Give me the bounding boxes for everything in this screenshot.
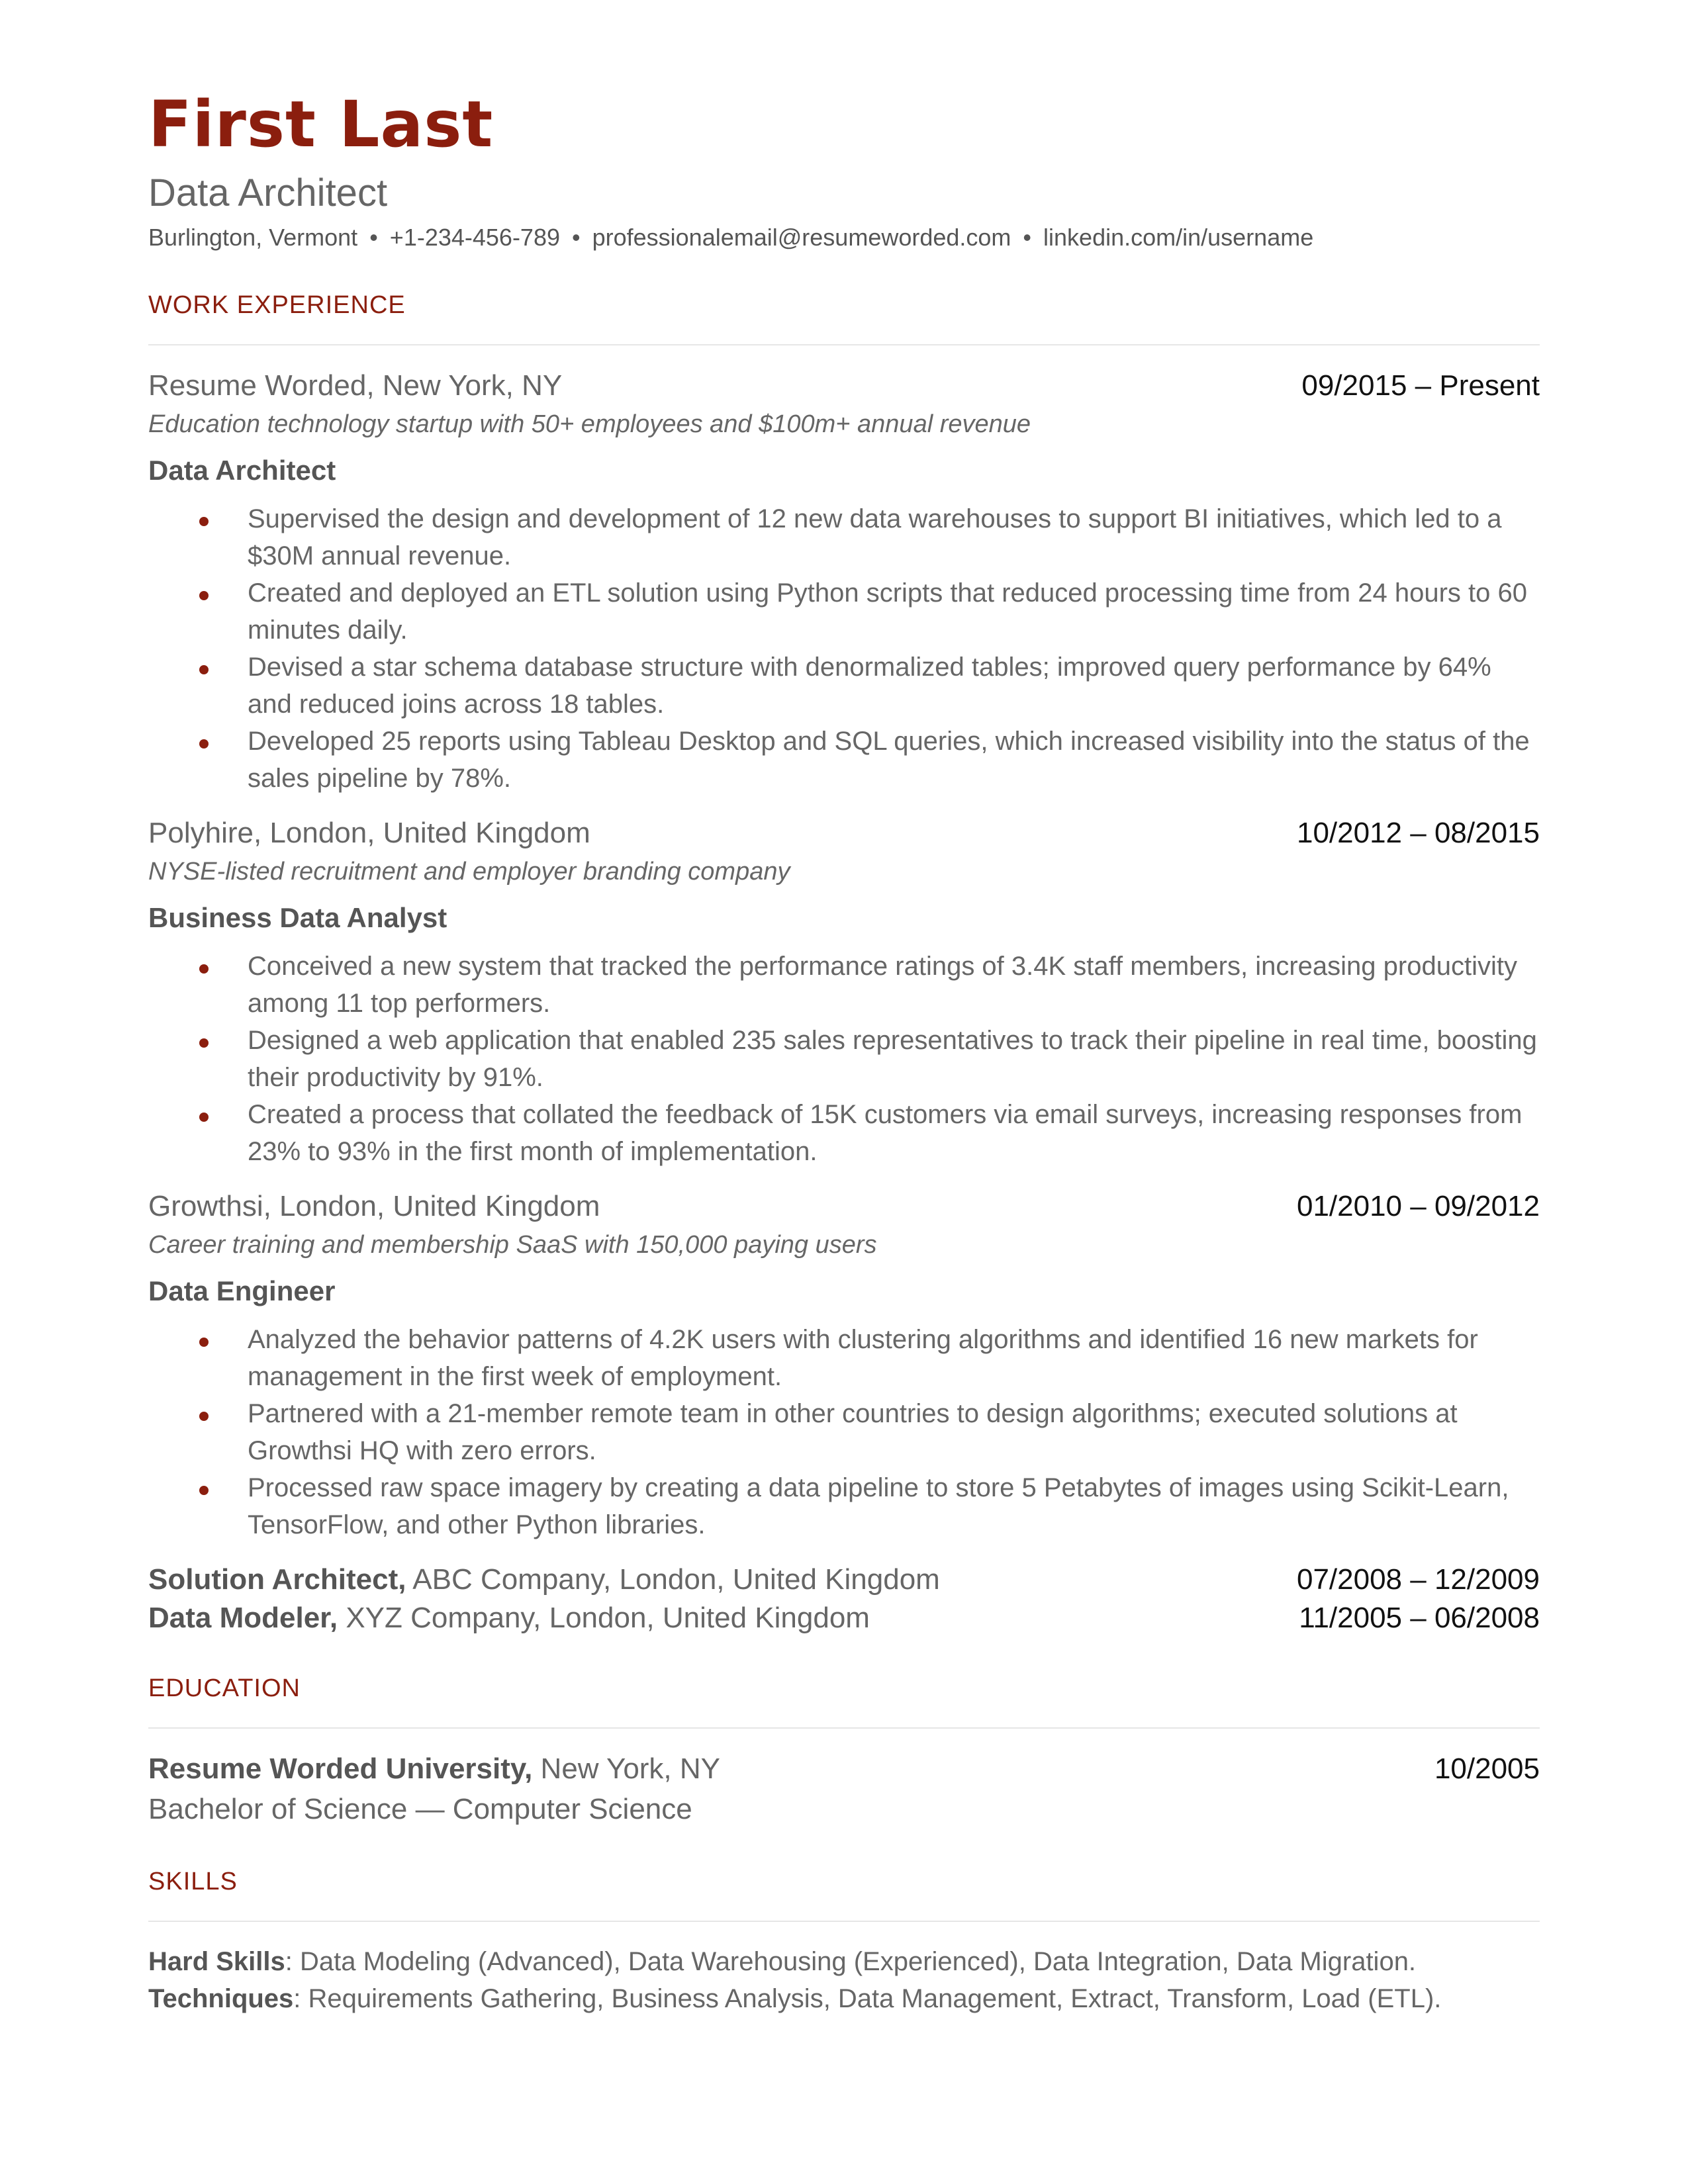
contact-location: Burlington, Vermont [148,224,358,251]
skills-text: : Requirements Gathering, Business Analysis, Data Management, Extract, Transform, Load (ETL). [293,1984,1442,2013]
bullet-dot-icon [199,739,209,749]
candidate-title: Data Architect [148,171,388,214]
bullet-item [148,1022,1540,1096]
bullet-dot-icon [199,1412,209,1421]
bullet-dot-icon [199,517,209,526]
contact-line [148,221,1540,254]
job-entry [148,814,1540,1170]
bullet-text: Analyzed the behavior patterns of 4.2K users with clustering algorithms and identified 16 new markets for management in the first week of employment. [248,1325,1478,1391]
bullet-item [148,1096,1540,1170]
education-entry [148,1750,1540,1831]
bullet-text: Processed raw space imagery by creating a data pipeline to store 5 Petabytes of images using Scikit-Learn, TensorFlow, and other Python libraries. [248,1473,1509,1539]
candidate-name: First Last [148,87,494,161]
bullet-dot-icon [199,1113,209,1122]
bullet-text: Created a process that collated the feedback of 15K customers via email surveys, increasing responses from 23% to 93% in the first month of implementation. [248,1100,1523,1166]
job-company-description: Career training and membership SaaS with 150,000 paying users [148,1231,877,1259]
short-job-list [148,1561,1540,1637]
bullet-dot-icon [199,591,209,600]
job-entry [148,367,1540,797]
skills-text: : Data Modeling (Advanced), Data Warehousing (Experienced), Data Integration, Data Migration. [285,1947,1417,1976]
job-dates: 01/2010 – 09/2012 [1296,1190,1540,1222]
job-role: Data Architect [148,455,336,486]
bullet-item [148,1469,1540,1543]
section-header-skills: SKILLS [148,1868,238,1895]
job-company-description: Education technology startup with 50+ employees and $100m+ annual revenue [148,410,1031,438]
job-role: Business Data Analyst [148,902,447,933]
job-dates: 09/2015 – Present [1301,369,1540,402]
bullet-item [148,574,1540,649]
bullet-dot-icon [199,964,209,974]
short-job-entry [148,1599,1540,1637]
bullet-dot-icon [199,1338,209,1347]
job-entry [148,1187,1540,1543]
job-company: Polyhire, London, United Kingdom [148,817,590,849]
job-company-description: NYSE-listed recruitment and employer branding company [148,858,790,886]
education-location: New York, NY [532,1752,721,1785]
bullet-text: Created and deployed an ETL solution using Python scripts that reduced processing time from 24 hours to 60 minutes daily. [248,578,1527,645]
short-job-title [148,1561,940,1599]
job-header [148,367,1540,405]
bullet-text: Supervised the design and development of 12 new data warehouses to support BI initiatives, which led to a $30M annual revenue. [248,504,1502,570]
section-divider [148,1727,1540,1729]
section-divider [148,1921,1540,1922]
job-bullets [148,500,1540,797]
short-job-title [148,1599,870,1637]
job-header [148,814,1540,852]
education-degree: Bachelor of Science — Computer Science [148,1793,692,1825]
bullet-dot-icon [199,1038,209,1048]
short-job-entry [148,1561,1540,1599]
job-company: Resume Worded, New York, NY [148,369,563,402]
contact-linkedin: linkedin.com/in/username [1043,224,1314,251]
bullet-dot-icon [199,1486,209,1495]
short-job-dates: 07/2008 – 12/2009 [1296,1563,1540,1596]
skills-techniques [148,1980,1540,2017]
skills-label: Hard Skills [148,1947,285,1976]
bullet-item [148,948,1540,1022]
job-header [148,1187,1540,1226]
job-company: Growthsi, London, United Kingdom [148,1190,600,1222]
resume-page [148,85,1540,2017]
short-job-company: ABC Company, London, United Kingdom [406,1563,940,1596]
contact-separator: • [369,224,378,251]
bullet-text: Designed a web application that enabled 235 sales representatives to track their pipeline in real time, boosting their productivity by 91%. [248,1026,1537,1092]
bullet-item [148,1321,1540,1395]
section-header-education: EDUCATION [148,1674,301,1702]
bullet-text: Partnered with a 21-member remote team in other countries to design algorithms; executed solutions at Growthsi HQ with zero errors. [248,1399,1458,1465]
education-school: Resume Worded University, [148,1752,533,1785]
contact-separator: • [572,224,581,251]
job-bullets [148,948,1540,1170]
short-job-role: Solution Architect, [148,1563,406,1596]
education-school-line [148,1750,720,1788]
short-job-company: XYZ Company, London, United Kingdom [338,1602,870,1634]
bullet-item [148,723,1540,797]
education-date: 10/2005 [1434,1752,1540,1785]
skills-label: Techniques [148,1984,294,2013]
section-divider [148,344,1540,345]
bullet-text: Conceived a new system that tracked the performance ratings of 3.4K staff members, increasing productivity among 11 top performers. [248,952,1517,1018]
contact-phone: +1-234-456-789 [389,224,560,251]
job-dates: 10/2012 – 08/2015 [1296,817,1540,849]
bullet-text: Developed 25 reports using Tableau Desktop and SQL queries, which increased visibility into the status of the sales pipeline by 78%. [248,727,1530,793]
job-bullets [148,1321,1540,1543]
section-header-work: WORK EXPERIENCE [148,291,406,319]
skills-hard [148,1943,1540,1980]
contact-separator: • [1023,224,1032,251]
bullet-item [148,500,1540,574]
bullet-item [148,1395,1540,1469]
bullet-item [148,649,1540,723]
bullet-dot-icon [199,665,209,674]
job-role: Data Engineer [148,1275,336,1306]
short-job-role: Data Modeler, [148,1602,338,1634]
contact-email: professionalemail@resumeworded.com [592,224,1011,251]
education-header [148,1750,1540,1788]
short-job-dates: 11/2005 – 06/2008 [1299,1602,1540,1634]
bullet-text: Devised a star schema database structure with denormalized tables; improved query performance by 64% and reduced joins across 18 tables. [248,653,1491,719]
